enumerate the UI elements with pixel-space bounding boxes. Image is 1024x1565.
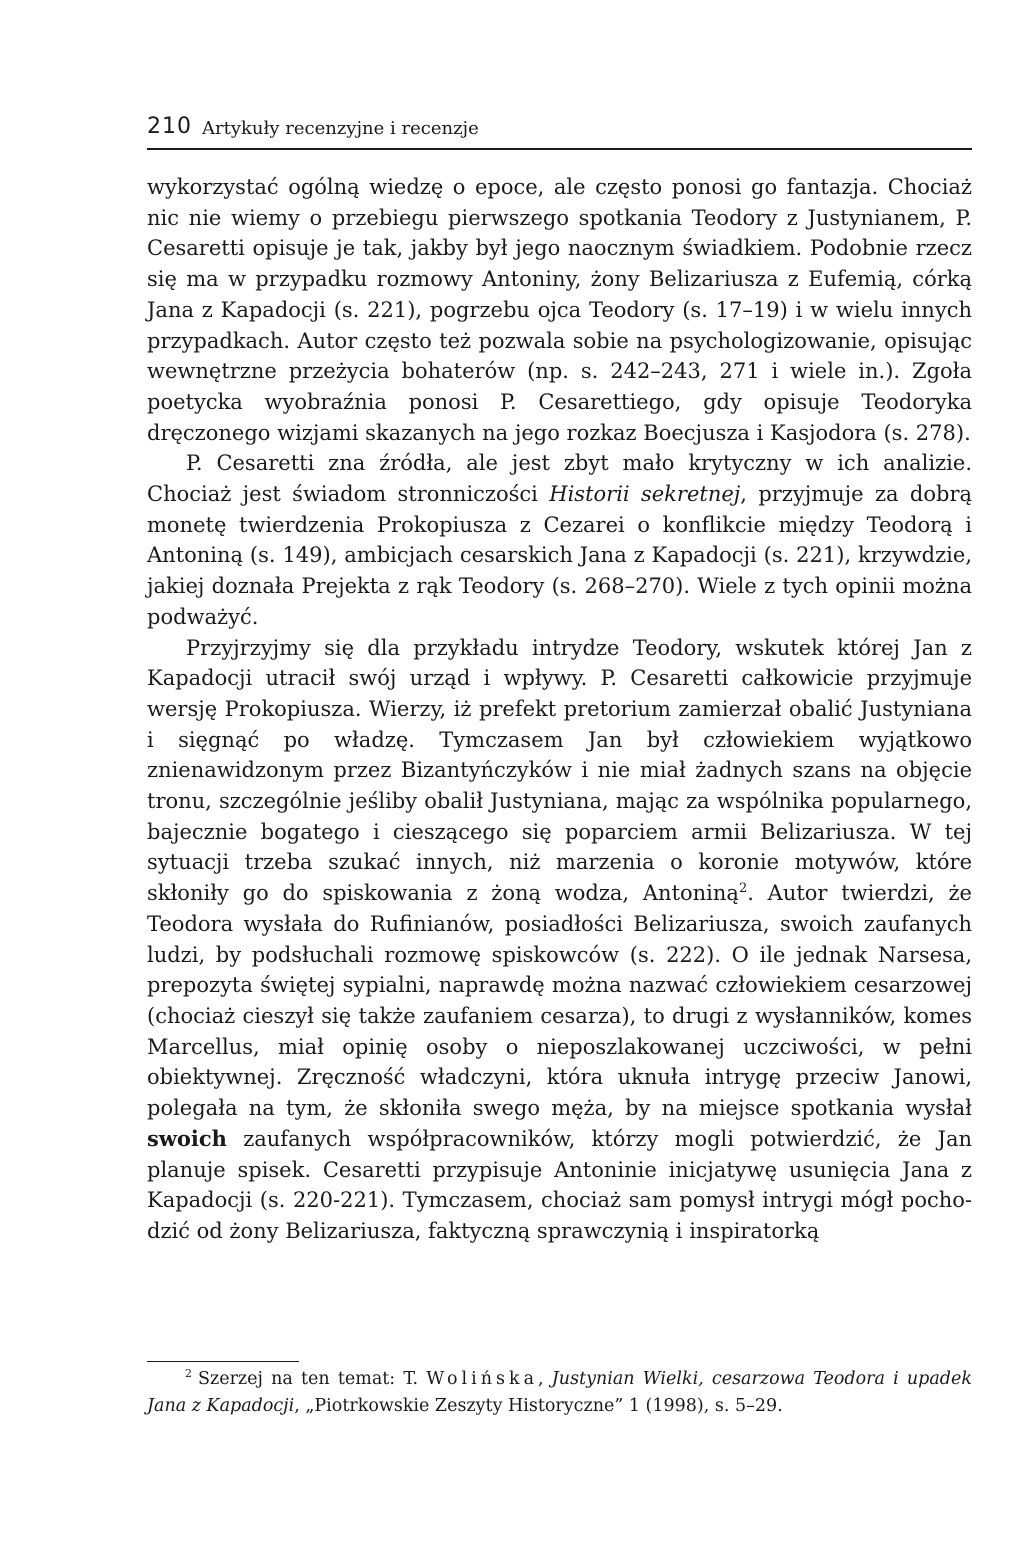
paragraph-3 xyxy=(147,633,972,1247)
paragraph-3-text-b: . Autor twierdzi, że Teodora wysłała do Rufinianów, posiadłości Belizariusza, swoich zaufanych ludzi, by podsłuchali rozmowę spiskowców (s. 222). O ile jednak Narsesa, prepozyta świętej sypialni, naprawdę można nazwać człowiekiem cesarzowej (chociaż cieszył się także zaufaniem cesarza), to drugi z wysłanników, komes Marcellus, miał opinię osoby o nieposzlakowanej uczciwości, w pełni obiektywnej. Zręczność władczyni, która uknuła intrygę przeciw Janowi, polegała na tym, że skłoniła swego męża, by na miejsce spotkania wysłał xyxy=(147,881,972,1121)
footnote-rest: , „Piotrkowskie Zeszyty Historyczne” 1 (1998), s. 5–29. xyxy=(294,1396,783,1416)
paragraph-2 xyxy=(147,448,972,632)
footnote-reference[interactable]: 2 xyxy=(738,881,748,897)
footnote-number: 2 xyxy=(185,1367,192,1381)
footnote-divider xyxy=(147,1361,299,1362)
page-number: 210 xyxy=(147,114,192,139)
footnote xyxy=(147,1366,972,1420)
document-page xyxy=(147,0,972,1565)
book-title-historia-sekretna: Historii sekretnej xyxy=(549,482,741,507)
footnote-lead: Szerzej na ten temat: T. xyxy=(198,1369,427,1389)
paragraph-2-text-a: P. Cesaretti zna źródła, ale jest zbyt mało krytyczny w ich analizie. Chociaż jest świadom stronniczości xyxy=(147,451,972,507)
footnote-separator: , xyxy=(538,1369,552,1389)
main-text xyxy=(147,172,972,1247)
running-title: Artykuły recenzyjne i recenzje xyxy=(202,118,479,139)
paragraph-1: wykorzystać ogólną wiedzę o epoce, ale często ponosi go fantazja. Chociaż nic nie wiemy o przebiegu pierwszego spotkania Teodory z Justynianem, P. Cesaretti opisuje je tak, jakby był jego naocznym świadkiem. Podobnie rzecz się ma w przypadku rozmowy Antoniny, żony Belizariusza z Eufemią, córką Jana z Kapadocji (s. 221), pogrzebu ojca Teodory (s. 17–19) i w wielu innych przypadkach. Autor często też pozwala sobie na psychologizowanie, opisując wewnętrzne przeżycia bohaterów (np. s. 242–243, 271 i wiele in.). Zgoła poetycka wyobraźnia ponosi P. Cesarettiego, gdy opisuje Teodoryka dręczonego wizjami skazanych na jego rozkaz Boecjusza i Kasjodora (s. 278). xyxy=(147,175,972,445)
running-header xyxy=(147,112,972,150)
footnote-author: Wolińska xyxy=(426,1369,539,1389)
paragraph-3-text-a: Przyjrzyjmy się dla przykładu intrydze Teodory, wskutek której Jan z Kapadocji utracił swój urząd i wpływy. P. Cesaretti całkowicie przyjmuje wersję Prokopiusza. Wierzy, iż prefekt pretorium zamierzał obalić Justyniana i sięgnąć po władzę. Tymczasem Jan był człowiekiem wyjątkowo znienawidzonym przez Bizantyńczyków i nie miał żadnych szans na objęcie tronu, szczególnie jeśliby obalił Justyniana, mając za wspólnika popularnego, bajecznie bogatego i cieszącego się poparciem armii Belizariusza. W tej sytuacji trzeba szukać innych, niż marzenia o koronie motywów, które skłoniły go do spiskowania z żoną wodza, Antoniną xyxy=(147,635,972,906)
footnote-title: Justynian Wielki, cesarzowa Teodora i upadek Jana z Kapadocji xyxy=(147,1369,972,1416)
paragraph-2-text-b: , przyjmuje za dobrą monetę twierdzenia Prokopiusza z Cezarei o konflikcie między Teodorą i Antoniną (s. 149), ambicjach cesarskich Jana z Kapadocji (s. 221), krzywdzie, jakiej doznała Prejekta z rąk Teodory (s. 268–270). Wiele z tych opinii można podważyć. xyxy=(147,482,972,629)
paragraph-3-text-c: zaufanych współpracowników, którzy mogli potwierdzić, że Jan planuje spisek. Cesaretti przypisuje Antoninie inicjatywę usunięcia Jana z Kapadocji (s. 220-221). Tymczasem, chociaż sam pomysł intrygi mógł pochodzić od żony Belizariusza, faktyczną sprawczynią i inspiratorką xyxy=(147,1126,972,1243)
emphasis-bold: swoich xyxy=(147,1125,227,1151)
